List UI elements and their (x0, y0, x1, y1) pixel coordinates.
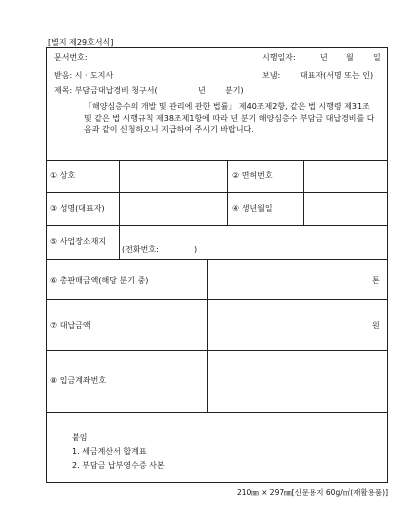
subject-quarter-label: 분기) (225, 86, 244, 95)
request-body-text: 「해양심층수의 개발 및 관리에 관한 법률」 제40조제2항, 같은 법 시행령 제31조 및 같은 법 시행규칙 제38조제1항에 따라 년 분기 해양심층수 부담금 대납경비를 다음과 같이 신청하오니 지급하여 주시기 바랍니다. (84, 102, 375, 134)
birth-date-label: ④ 생년월일 (232, 204, 273, 213)
paper-spec-footer: 210㎜ × 297㎜[신문용지 60g/㎡(재활용품)] (236, 488, 388, 497)
subject-year-label: 년 (198, 86, 206, 95)
form-number-label: [별지 제29호서식] (48, 38, 114, 47)
document-number-label: 문서번호: (54, 53, 88, 62)
issue-year-label: 년 (320, 53, 328, 62)
bank-account-label: ⑧ 입금계좌번호 (50, 376, 107, 385)
phone-number-close: ) (194, 245, 198, 254)
row-divider (47, 160, 387, 161)
attachments-title: 붙임 (72, 433, 88, 442)
row-divider (47, 350, 387, 351)
row-divider (47, 192, 387, 193)
column-divider (119, 160, 120, 225)
attachment-item: 2. 부담금 납부영수증 사본 (72, 461, 165, 470)
receiver-label: 받음: 시 · 도지사 (54, 71, 114, 80)
sales-unit-label: 톤 (372, 276, 380, 285)
column-divider (119, 225, 120, 259)
row-divider (47, 259, 387, 260)
representative-signature-label: 대표자(서명 또는 인) (300, 71, 374, 80)
subject-label: 제목: 부담금대납경비 청구서( (54, 86, 158, 95)
representative-name-label: ③ 성명(대표자) (50, 204, 105, 213)
amount-unit-label: 원 (372, 321, 380, 330)
business-address-label: ⑤ 사업장소재지 (50, 237, 107, 246)
total-sales-label: ⑥ 총판매금액(해당 분기 중) (50, 276, 149, 285)
sender-label: 보냄: (262, 71, 281, 80)
column-divider (303, 160, 304, 225)
row-divider (47, 299, 387, 300)
column-divider (227, 160, 228, 225)
attachment-item: 1. 세금계산서 합계표 (72, 447, 147, 456)
company-name-label: ① 상호 (50, 171, 76, 180)
phone-number-label: (전화번호: (122, 245, 159, 254)
column-divider (207, 259, 208, 412)
license-number-label: ② 면허번호 (232, 171, 273, 180)
issue-day-label: 일 (373, 53, 381, 62)
payment-amount-label: ⑦ 대납금액 (50, 321, 91, 330)
issue-month-label: 월 (346, 53, 354, 62)
row-divider (47, 225, 387, 226)
row-divider (47, 412, 387, 413)
issue-date-label: 시행일자: (262, 53, 296, 62)
